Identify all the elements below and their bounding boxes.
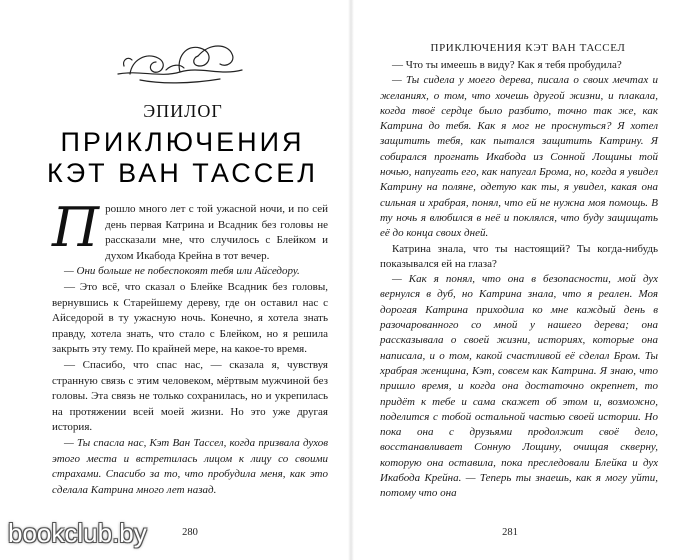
paragraph: — Ты сидела у моего дерева, писала о своих мечтах и желаниях, о том, что хочешь другой жизни, и плакала, когда твоё сердце было разбито, точно так же, как Катрина до тебя. Как я мог не проснуться? Я хотел защитить тебя, как пытался защитить Катрину. Я собирался прогнать Икабода из Сонной Лощины той ночью, напугать его, как напугал Брома, но, когда я увидел Катрину на поляне, одетую как ты, я увидел, какая она сильная и храбрая, понял, что ей не нужна моя помощь. В ту ночь я влюбился в неё и поклялся, что буду защищать её до конца своих дней. bbox=[380, 74, 658, 240]
chapter-title-line-1: ПРИКЛЮЧЕНИЯ bbox=[60, 127, 305, 157]
paragraph bbox=[52, 196, 328, 264]
watermark-logo: bookclub.by bbox=[8, 518, 147, 548]
right-page-body bbox=[380, 58, 658, 502]
right-page bbox=[350, 0, 700, 560]
drop-cap: П bbox=[52, 196, 100, 259]
chapter-title bbox=[40, 127, 325, 189]
paragraph-text: рошло много лет с той ужасной ночи, и по сей день первая Катрина и Всадник без головы не рассказали мне, что случилось с Блейком и духом Икабода Крейна в тот вечер. bbox=[105, 203, 328, 262]
chapter-title-line-2: КЭТ ВАН ТАССЕЛ bbox=[47, 158, 318, 188]
epilogue-label: ЭПИЛОГ bbox=[143, 101, 223, 121]
paragraph: — Что ты имеешь в виду? Как я тебя пробудила? bbox=[392, 59, 622, 71]
page-number-left: 280 bbox=[182, 527, 198, 538]
paragraph: — Ты спасла нас, Кэт Ван Тассел, когда призвала духов этого места и встретилась лицом к лицу со своими страхами. Спасибо за то, что пробудила меня, как это сделала Катрина много лет назад. bbox=[52, 436, 328, 496]
flourish-ornament-icon bbox=[110, 30, 250, 90]
page-number-right: 281 bbox=[502, 527, 518, 538]
left-page-body bbox=[52, 196, 328, 498]
paragraph: — Это всё, что сказал о Блейке Всадник без головы, вернувшись к Старейшему дереву, где он оставил нас с Айседорой в ту ужасную ночь. Конечно, я хотела знать правду, хотела знать, что стало с Блейком, но я решила закрыть эту тему. По крайней мере, на какое-то время. bbox=[52, 280, 328, 356]
paragraph: — Спасибо, что спас нас, — сказала я, чувствуя странную связь с этим человеком, мёртвым мужчиной без головы. Эта связь не только сохранилась, но и укрепилась на протяжении всей моей жизни. Но это уже другая история. bbox=[52, 358, 328, 434]
paragraph: Катрина знала, что ты настоящий? Ты когда-нибудь показывался ей на глаза? bbox=[380, 242, 658, 270]
paragraph: — Как я понял, что она в безопасности, мой дух вернулся в дуб, но Катрина знала, что я реален. Моя дорогая Катрина приходила ко мне каждый день в разочарованного со мной у нашего дерева; она рассказывала о своей жизни, историях, которые она написала, и о том, какой счастливой её сделал Бром. Ты храбрая женщина, Кэт, совсем как Катрина. Я знаю, что пришло время, и когда она достаточно окрепнет, то придёт к тебе и сама скажет об этом и, возможно, поделится с тобой остальной частью своей истории. Но пока она с друзьями продолжит своё дело, восстанавливает Сонную Лощину, очищая скверну, которую она оставила, пока преследовали Блейка и дух Икабода Крейна. — Теперь ты знаешь, как я могу уйти, потому что она bbox=[380, 273, 658, 500]
paragraph: — Они больше не побеспокоят тебя или Айседору. bbox=[64, 265, 300, 278]
running-head: ПРИКЛЮЧЕНИЯ КЭТ ВАН ТАССЕЛ bbox=[430, 42, 626, 54]
